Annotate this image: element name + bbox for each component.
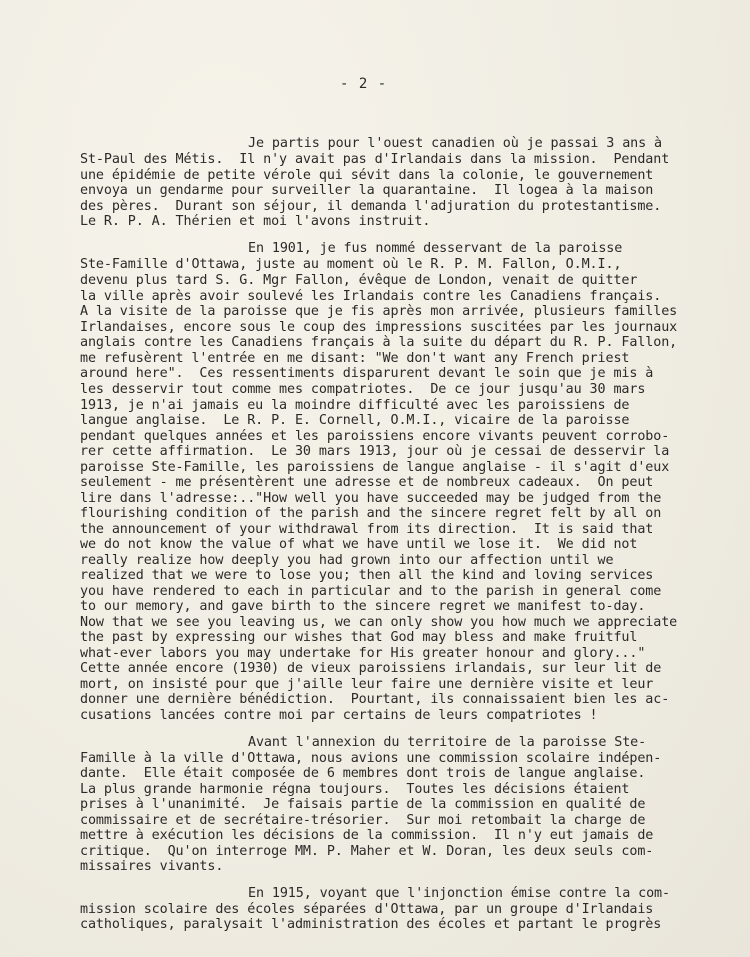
text-line: missaires vivants. — [80, 859, 224, 874]
text-line: prises à l'unanimité. Je faisais partie de la commission en qualité de — [80, 797, 646, 812]
text-line: 1913, je n'ai jamais eu la moindre difficulté avec les paroissiens de — [80, 398, 630, 413]
text-line: En 1901, je fus nommé desservant de la paroisse — [248, 241, 623, 256]
text-line: seulement - me présentèrent une adresse et de nombreux cadeaux. On peut — [80, 475, 654, 490]
text-line: une épidémie de petite vérole qui sévit dans la colonie, le gouvernement — [80, 168, 654, 183]
text-line: des pères. Durant son séjour, il demanda l'adjuration du protestantisme. — [80, 199, 662, 214]
text-line: donner une dernière bénédiction. Pourtant, ils connaissaient bien les ac- — [80, 692, 670, 707]
text-line: envoya un gendarme pour surveiller la quarantaine. Il logea à la maison — [80, 183, 654, 198]
text-line: to our memory, and gave birth to the sincere regret we manifest to-day. — [80, 599, 646, 614]
text-line: Cette année encore (1930) de vieux paroissiens irlandais, sur leur lit de — [80, 661, 662, 676]
text-line: dante. Elle était composée de 6 membres dont trois de langue anglaise. — [80, 766, 646, 781]
text-line: paroisse Ste-Famille, les paroissiens de langue anglaise - il s'agit d'eux — [80, 460, 670, 475]
text-line: pendant quelques années et les paroissiens encore vivants peuvent corrobo- — [80, 429, 670, 444]
text-line: St-Paul des Métis. Il n'y avait pas d'Irlandais dans la mission. Pendant — [80, 152, 670, 167]
text-line: cusations lancées contre moi par certains de leurs compatriotes ! — [80, 708, 598, 723]
text-line: Famille à la ville d'Ottawa, nous avions une commission scolaire indépen- — [80, 751, 662, 766]
text-line: you have rendered to each in particular and to the parish in general come — [80, 584, 662, 599]
text-line: A la visite de la paroisse que je fis après mon arrivée, plusieurs familles — [80, 304, 678, 319]
text-line: me refusèrent l'entrée en me disant: "We don't want any French priest — [80, 351, 630, 366]
text-line: mettre à exécution les décisions de la commission. Il n'y eut jamais de — [80, 828, 654, 843]
text-line: the announcement of your withdrawal from its direction. It is said that — [80, 522, 654, 537]
text-line: flourishing condition of the parish and the sincere regret felt by all on — [80, 506, 662, 521]
text-line: really realize how deeply you had grown into our affection until we — [80, 553, 614, 568]
text-line: mission scolaire des écoles séparées d'Ottawa, par un groupe d'Irlandais — [80, 902, 654, 917]
text-line: Le R. P. A. Thérien et moi l'avons instruit. — [80, 214, 431, 229]
text-line: devenu plus tard S. G. Mgr Fallon, évêque de London, venait de quitter — [80, 273, 638, 288]
text-line: la ville après avoir soulevé les Irlandais contre les Canadiens français. — [80, 289, 662, 304]
text-line: catholiques, paralysait l'administration des écoles et partant le progrès — [80, 917, 662, 932]
text-line: realized that we were to lose you; then all the kind and loving services — [80, 568, 654, 583]
text-line: around here". Ces ressentiments disparurent devant le soin que je mis à — [80, 366, 654, 381]
text-line: what-ever labors you may undertake for His greater honour and glory..." — [80, 646, 646, 661]
text-line: les desservir tout comme mes compatriotes. De ce jour jusqu'au 30 mars — [80, 382, 646, 397]
text-line: Je partis pour l'ouest canadien où je passai 3 ans à — [248, 136, 663, 151]
text-line: Avant l'annexion du territoire de la paroisse Ste- — [248, 735, 647, 750]
text-line: rer cette affirmation. Le 30 mars 1913, jour où je cessai de desservir la — [80, 444, 670, 459]
text-line: En 1915, voyant que l'injonction émise contre la com- — [248, 886, 670, 901]
text-line: the past by expressing our wishes that God may bless and make fruitful — [80, 630, 638, 645]
text-line: anglais contre les Canadiens français à la suite du départ du R. P. Fallon, — [80, 335, 678, 350]
text-line: Ste-Famille d'Ottawa, juste au moment où le R. P. M. Fallon, O.M.I., — [80, 257, 622, 272]
text-line: Irlandaises, encore sous le coup des impressions suscitées par les journaux — [80, 320, 678, 335]
text-line: lire dans l'adresse:.."How well you have succeeded may be judged from the — [80, 491, 662, 506]
text-line: Now that we see you leaving us, we can only show you how much we appreciate — [80, 615, 678, 630]
text-line: critique. Qu'on interroge MM. P. Maher et W. Doran, les deux seuls com- — [80, 844, 654, 859]
text-line: mort, on insisté pour que j'aille leur faire une dernière visite et leur — [80, 677, 654, 692]
text-line: commissaire et de secrétaire-trésorier. Sur moi retombait la charge de — [80, 813, 646, 828]
text-line: we do not know the value of what we have until we lose it. We did not — [80, 537, 638, 552]
text-line: langue anglaise. Le R. P. E. Cornell, O.M.I., vicaire de la paroisse — [80, 413, 630, 428]
text-line: La plus grande harmonie régna toujours. Toutes les décisions étaient — [80, 782, 630, 797]
page-number: - 2 - — [340, 76, 388, 92]
